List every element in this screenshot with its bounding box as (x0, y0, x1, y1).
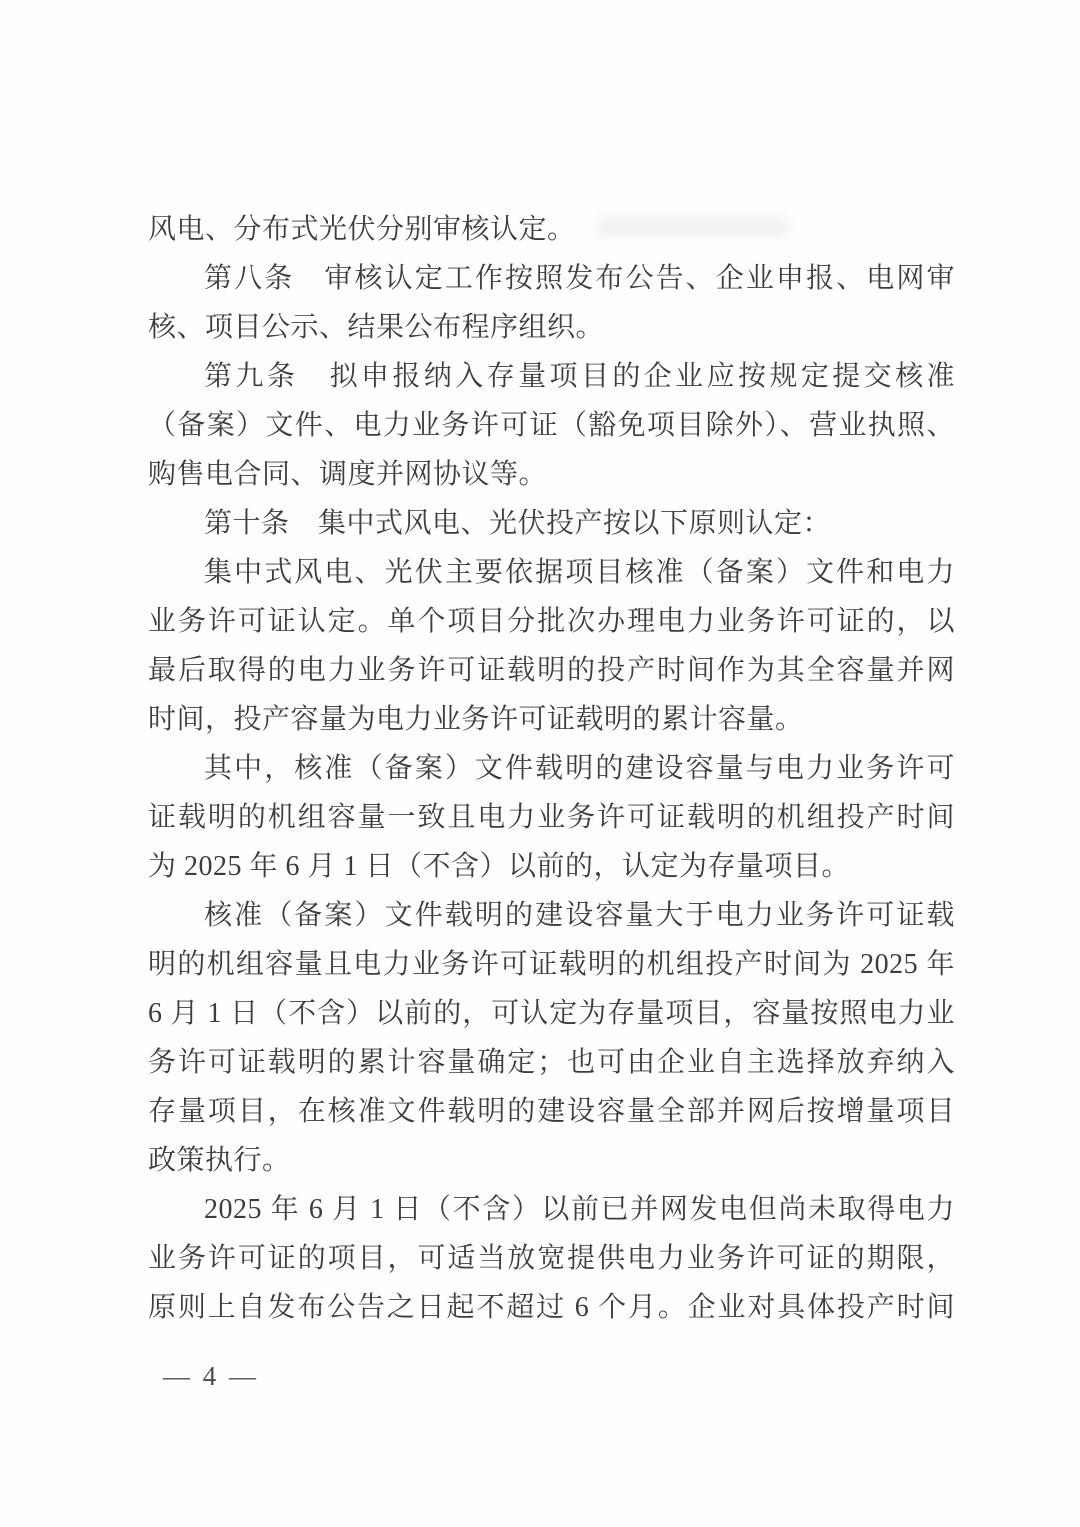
document-body (148, 205, 955, 1332)
page-number: — 4 — (163, 1361, 259, 1391)
text-line: 其中，核准（备案）文件载明的建设容量与电力业务许可 (204, 753, 955, 784)
text-line: 务许可证载明的累计容量确定；也可由企业自主选择放弃纳入 (148, 1047, 955, 1078)
text-line: 存量项目，在核准文件载明的建设容量全部并网后按增量项目 (148, 1096, 955, 1127)
text-line: 为 2025 年 6 月 1 日（不含）以前的，认定为存量项目。 (148, 851, 851, 882)
text-line: 购售电合同、调度并网协议等。 (148, 459, 548, 490)
text-line: 核、项目公示、结果公布程序组织。 (148, 312, 605, 343)
text-line: 2025 年 6 月 1 日（不含）以前已并网发电但尚未取得电力 (204, 1194, 955, 1225)
text-line: 时间，投产容量为电力业务许可证载明的累计容量。 (148, 704, 804, 735)
text-line: 集中式风电、光伏主要依据项目核准（备案）文件和电力 (204, 557, 955, 588)
text-line: 最后取得的电力业务许可证载明的投产时间作为其全容量并网 (148, 655, 955, 686)
text-line: 原则上自发布公告之日起不超过 6 个月。企业对具体投产时间 (148, 1292, 955, 1323)
text-line: 证载明的机组容量一致且电力业务许可证载明的机组投产时间 (148, 802, 955, 833)
text-line: 明的机组容量且电力业务许可证载明的机组投产时间为 2025 年 (148, 949, 955, 980)
text-line: 政策执行。 (148, 1145, 291, 1176)
text-line: 业务许可证认定。单个项目分批次办理电力业务许可证的，以 (148, 606, 955, 637)
text-line: 第八条 审核认定工作按照发布公告、企业申报、电网审 (204, 263, 955, 294)
text-line: 第十条 集中式风电、光伏投产按以下原则认定： (204, 508, 832, 539)
text-line: 6 月 1 日（不含）以前的，可认定为存量项目，容量按照电力业 (148, 998, 955, 1029)
text-line: 核准（备案）文件载明的建设容量大于电力业务许可证载 (204, 900, 955, 931)
text-line: 风电、分布式光伏分别审核认定。 (148, 214, 576, 245)
text-line: （备案）文件、电力业务许可证（豁免项目除外）、营业执照、 (148, 410, 955, 441)
text-line: 业务许可证的项目，可适当放宽提供电力业务许可证的期限， (148, 1243, 955, 1274)
text-line: 第九条 拟申报纳入存量项目的企业应按规定提交核准 (204, 361, 955, 392)
